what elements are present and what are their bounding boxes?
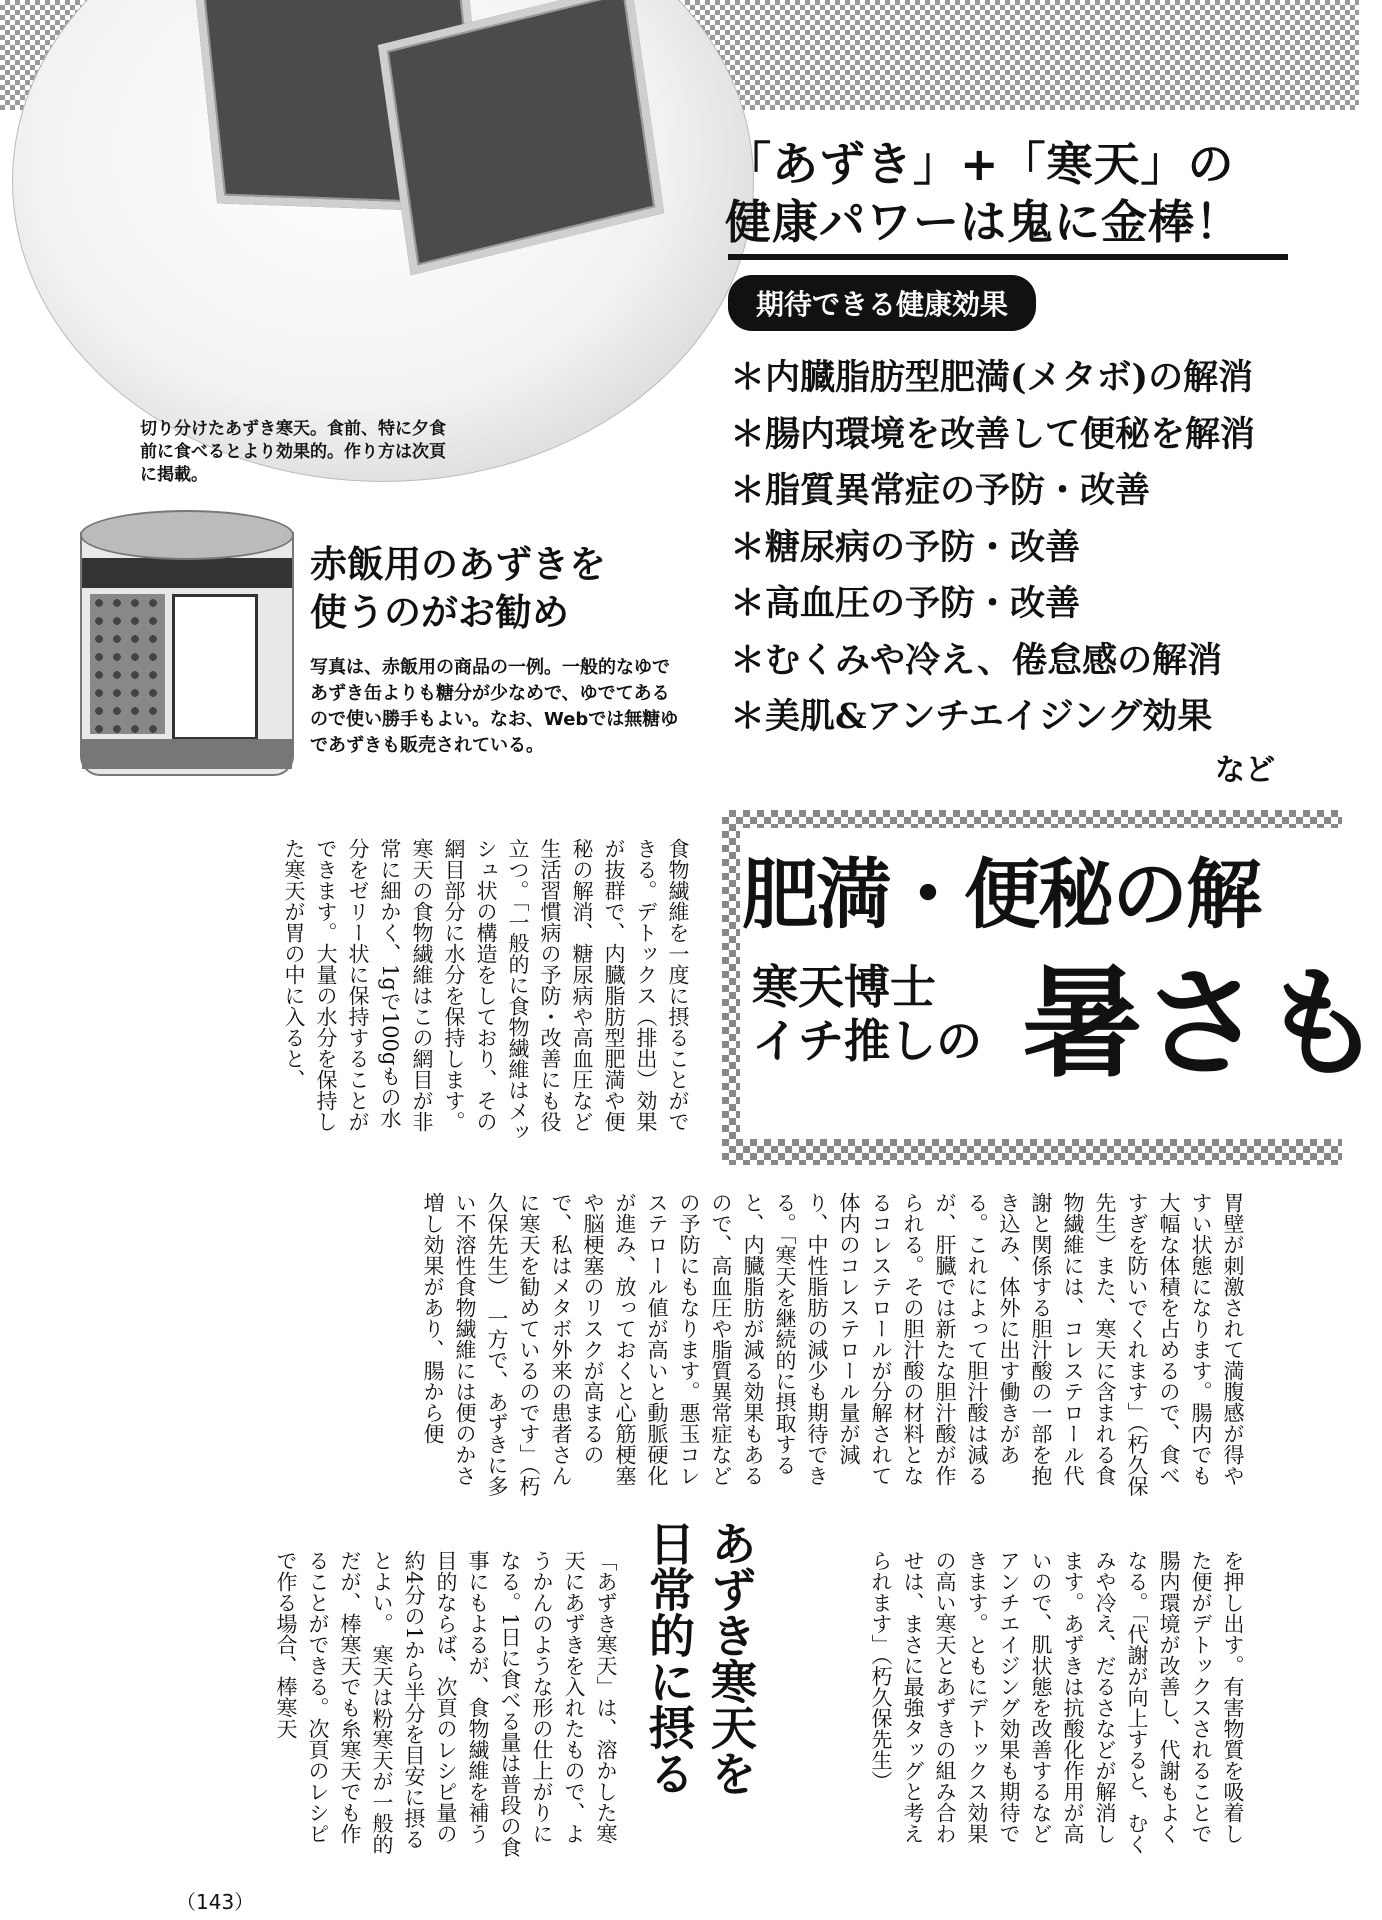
can-band — [82, 558, 292, 588]
photo-caption: 切り分けたあずき寒天。食前、特に夕食前に食べるとより効果的。作り方は次頁に掲載。 — [140, 419, 446, 485]
headline — [725, 135, 1345, 251]
effect-item: ＊むくみや冷え、倦怠感の解消 — [730, 639, 1223, 681]
body-column-d: 「あずき寒天」は、溶かした寒天にあずきを入れたもので、ようかんのような形の仕上がりになる。1日に食べる量は普段の食事にもよるが、食物繊維を補う目的ならば、次頁のレシピ量の約4分の1から半分を目安に摂るとよい。 寒天は粉寒天が一般的だが、棒寒天でも糸寒天でも作ることができる。次頁のレシピで作る場合、棒寒天 — [274, 1550, 618, 1858]
effect-item: ＊糖尿病の予防・改善 — [730, 526, 1081, 568]
body-column-c: を押し出す。有害物質を吸着した便がデトックスされることで腸内環境が改善し、代謝もよくなる。「代謝が向上すると、むくみや冷え、だるさなどが解消します。あずきは抗酸化作用が高いので、肌状態を改善するなどアンチエイジング効果も期待できます。ともにデトックス効果の高い寒天とあずきの組み合わせは、まさに最強タッグと考えられます」（朽久保先生） — [869, 1550, 1245, 1855]
effect-item: ＊腸内環境を改善して便秘を解消 — [730, 413, 1256, 455]
title-banner — [722, 810, 1382, 1165]
sub-head-line-2: 使うのがお勧め — [310, 590, 569, 634]
can-label — [172, 594, 258, 740]
azuki-kanten-piece — [378, 0, 664, 275]
azuki-can-photo — [80, 510, 290, 780]
effects-badge: 期待できる健康効果 — [728, 275, 1036, 331]
banner-sub-line-1: 寒天博士 — [752, 960, 936, 1014]
body-column-b: 胃壁が刺激されて満腹感が得やすい状態になります。腸内でも大幅な体積を占めるので、食べすぎを防いでくれます」（朽久保先生）また、寒天に含まれる食物繊維には、コレステロール代謝と関係する胆汁酸の一部を抱き込み、体外に出す働きがある。これによって胆汁酸は減るが、肝臓では新たな胆汁酸が作られる。その胆汁酸の材料となるコレステロールが分解されて体内のコレステロール量が減り、中性脂肪の減少も期待できる。「寒天を継続的に摂取すると、内臓脂肪が減る効果もあるので、高血圧や脂質異常症などの予防にもなります。悪玉コレステロール値が高いと動脈硬化が進み、放っておくと心筋梗塞や脳梗塞のリスクが高まるので、私はメタボ外来の患者さんに寒天を勧めているのです」（朽久保先生） 一方で、あずきに多い不溶性食物繊維には便のかさ増し効果があり、腸から便 — [421, 1192, 1245, 1497]
sub-text: 写真は、赤飯用の商品の一例。一般的なゆであずき缶よりも糖分が少なめで、ゆでてあるので使い勝手もよい。なお、Webでは無糖ゆであずきも販売されている。 — [310, 657, 679, 756]
banner-big: 暑さも — [1022, 955, 1382, 1094]
headline-line-1: 「あずき」+「寒天」の — [725, 137, 1235, 191]
banner-title: 肥満・便秘の解 — [742, 850, 1260, 939]
section-heading-line-1: あずき寒天を — [704, 1520, 758, 1796]
effects-etc: など — [1215, 753, 1275, 788]
banner-sub — [752, 960, 982, 1068]
can-beans — [90, 594, 165, 734]
can-band — [82, 739, 292, 769]
page-number: （143） — [176, 1890, 255, 1914]
can-lid — [80, 510, 294, 560]
dish-photo — [12, 0, 754, 482]
effect-item: ＊脂質異常症の予防・改善 — [730, 470, 1151, 511]
effects-list — [730, 350, 1340, 746]
body-column-a: 食物繊維を一度に摂ることができる。デトックス（排出）効果が抜群で、内臓脂肪型肥満や便秘の解消、糖尿病や高血圧など生活習慣病の予防・改善にも役立つ。「一般的に食物繊維はメッシュ状の構造をしており、その網目部分に水分を保持します。寒天の食物繊維はこの網目が非常に細かく、1gで100gもの水分をゼリー状に保持することができます。大量の水分を保持した寒天が胃の中に入ると、 — [282, 838, 690, 1143]
effect-item: ＊美肌&アンチエイジング効果 — [730, 696, 1213, 737]
headline-rule — [728, 254, 1288, 260]
sub-head-line-1: 赤飯用のあずきを — [310, 542, 606, 586]
sub-head — [310, 540, 606, 636]
can-body — [80, 532, 294, 776]
headline-line-2: 健康パワーは鬼に金棒！ — [725, 195, 1242, 249]
banner-sub-line-2: イチ推しの — [752, 1014, 982, 1068]
section-heading — [638, 1520, 762, 1820]
section-heading-line-2: 日常的に摂る — [642, 1520, 696, 1796]
effect-item: ＊内臓脂肪型肥満(メタボ)の解消 — [730, 357, 1254, 398]
effect-item: ＊高血圧の予防・改善 — [730, 583, 1081, 624]
